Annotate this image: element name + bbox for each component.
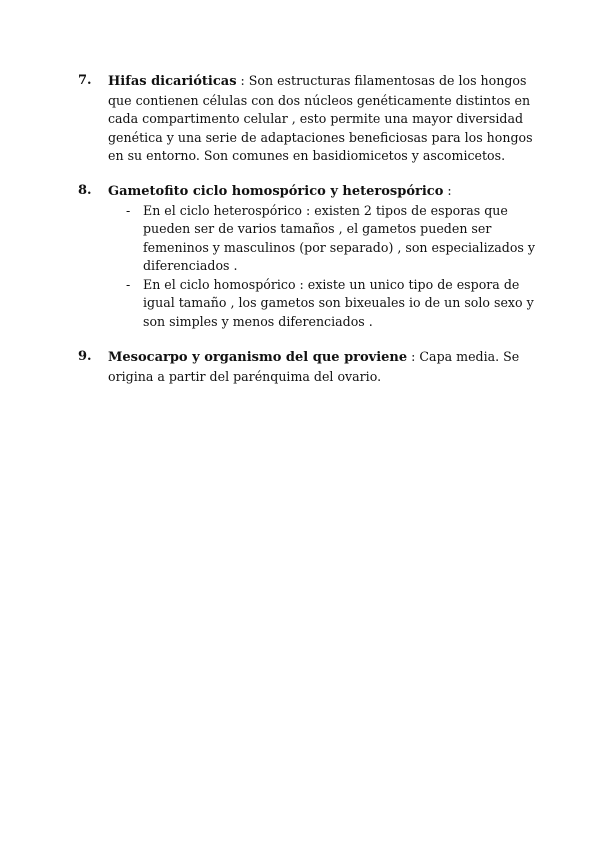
item-content bbox=[108, 182, 538, 331]
sub-list bbox=[108, 202, 538, 332]
dash-bullet: - bbox=[126, 276, 131, 292]
item-text: Son estructuras filamentosas de los hongos que contienen células con dos núcleos genéticamente distintos en cada compartimento celular , esto permite una mayor diversidad genética y una serie de adaptaciones beneficiosas para los hongos en su entorno. Son comunes en basidiomicetos y ascomicetos. bbox=[108, 73, 533, 163]
item-content bbox=[108, 348, 538, 386]
item-title: Mesocarpo y organismo del que proviene bbox=[108, 350, 408, 365]
item-title: Hifas dicarióticas bbox=[108, 74, 237, 89]
item-separator: : bbox=[407, 349, 420, 364]
item-separator: : bbox=[443, 183, 452, 198]
item-heading bbox=[108, 182, 538, 202]
sub-item-text: En el ciclo homospórico : existe un unico tipo de espora de igual tamaño , los gametos son bixeuales io de un solo sexo y son simples y menos diferenciados . bbox=[143, 276, 534, 329]
sub-list-item bbox=[108, 276, 538, 332]
item-number: 9. bbox=[78, 349, 92, 364]
sub-list-item bbox=[108, 202, 538, 276]
item-title: Gametofito ciclo homospórico y heterospórico bbox=[108, 184, 444, 199]
item-content bbox=[108, 72, 538, 166]
item-number: 7. bbox=[78, 73, 92, 88]
dash-bullet: - bbox=[126, 202, 131, 218]
item-separator: : bbox=[236, 73, 249, 88]
sub-item-text: En el ciclo heterospórico : existen 2 tipos de esporas que pueden ser de varios tamaños , el gametos pueden ser femeninos y masculinos (por separado) , son especializados y diferenciados . bbox=[143, 202, 535, 273]
item-text: Capa media. Se origina a partir del parénquima del ovario. bbox=[108, 349, 520, 384]
item-number: 8. bbox=[78, 183, 92, 198]
